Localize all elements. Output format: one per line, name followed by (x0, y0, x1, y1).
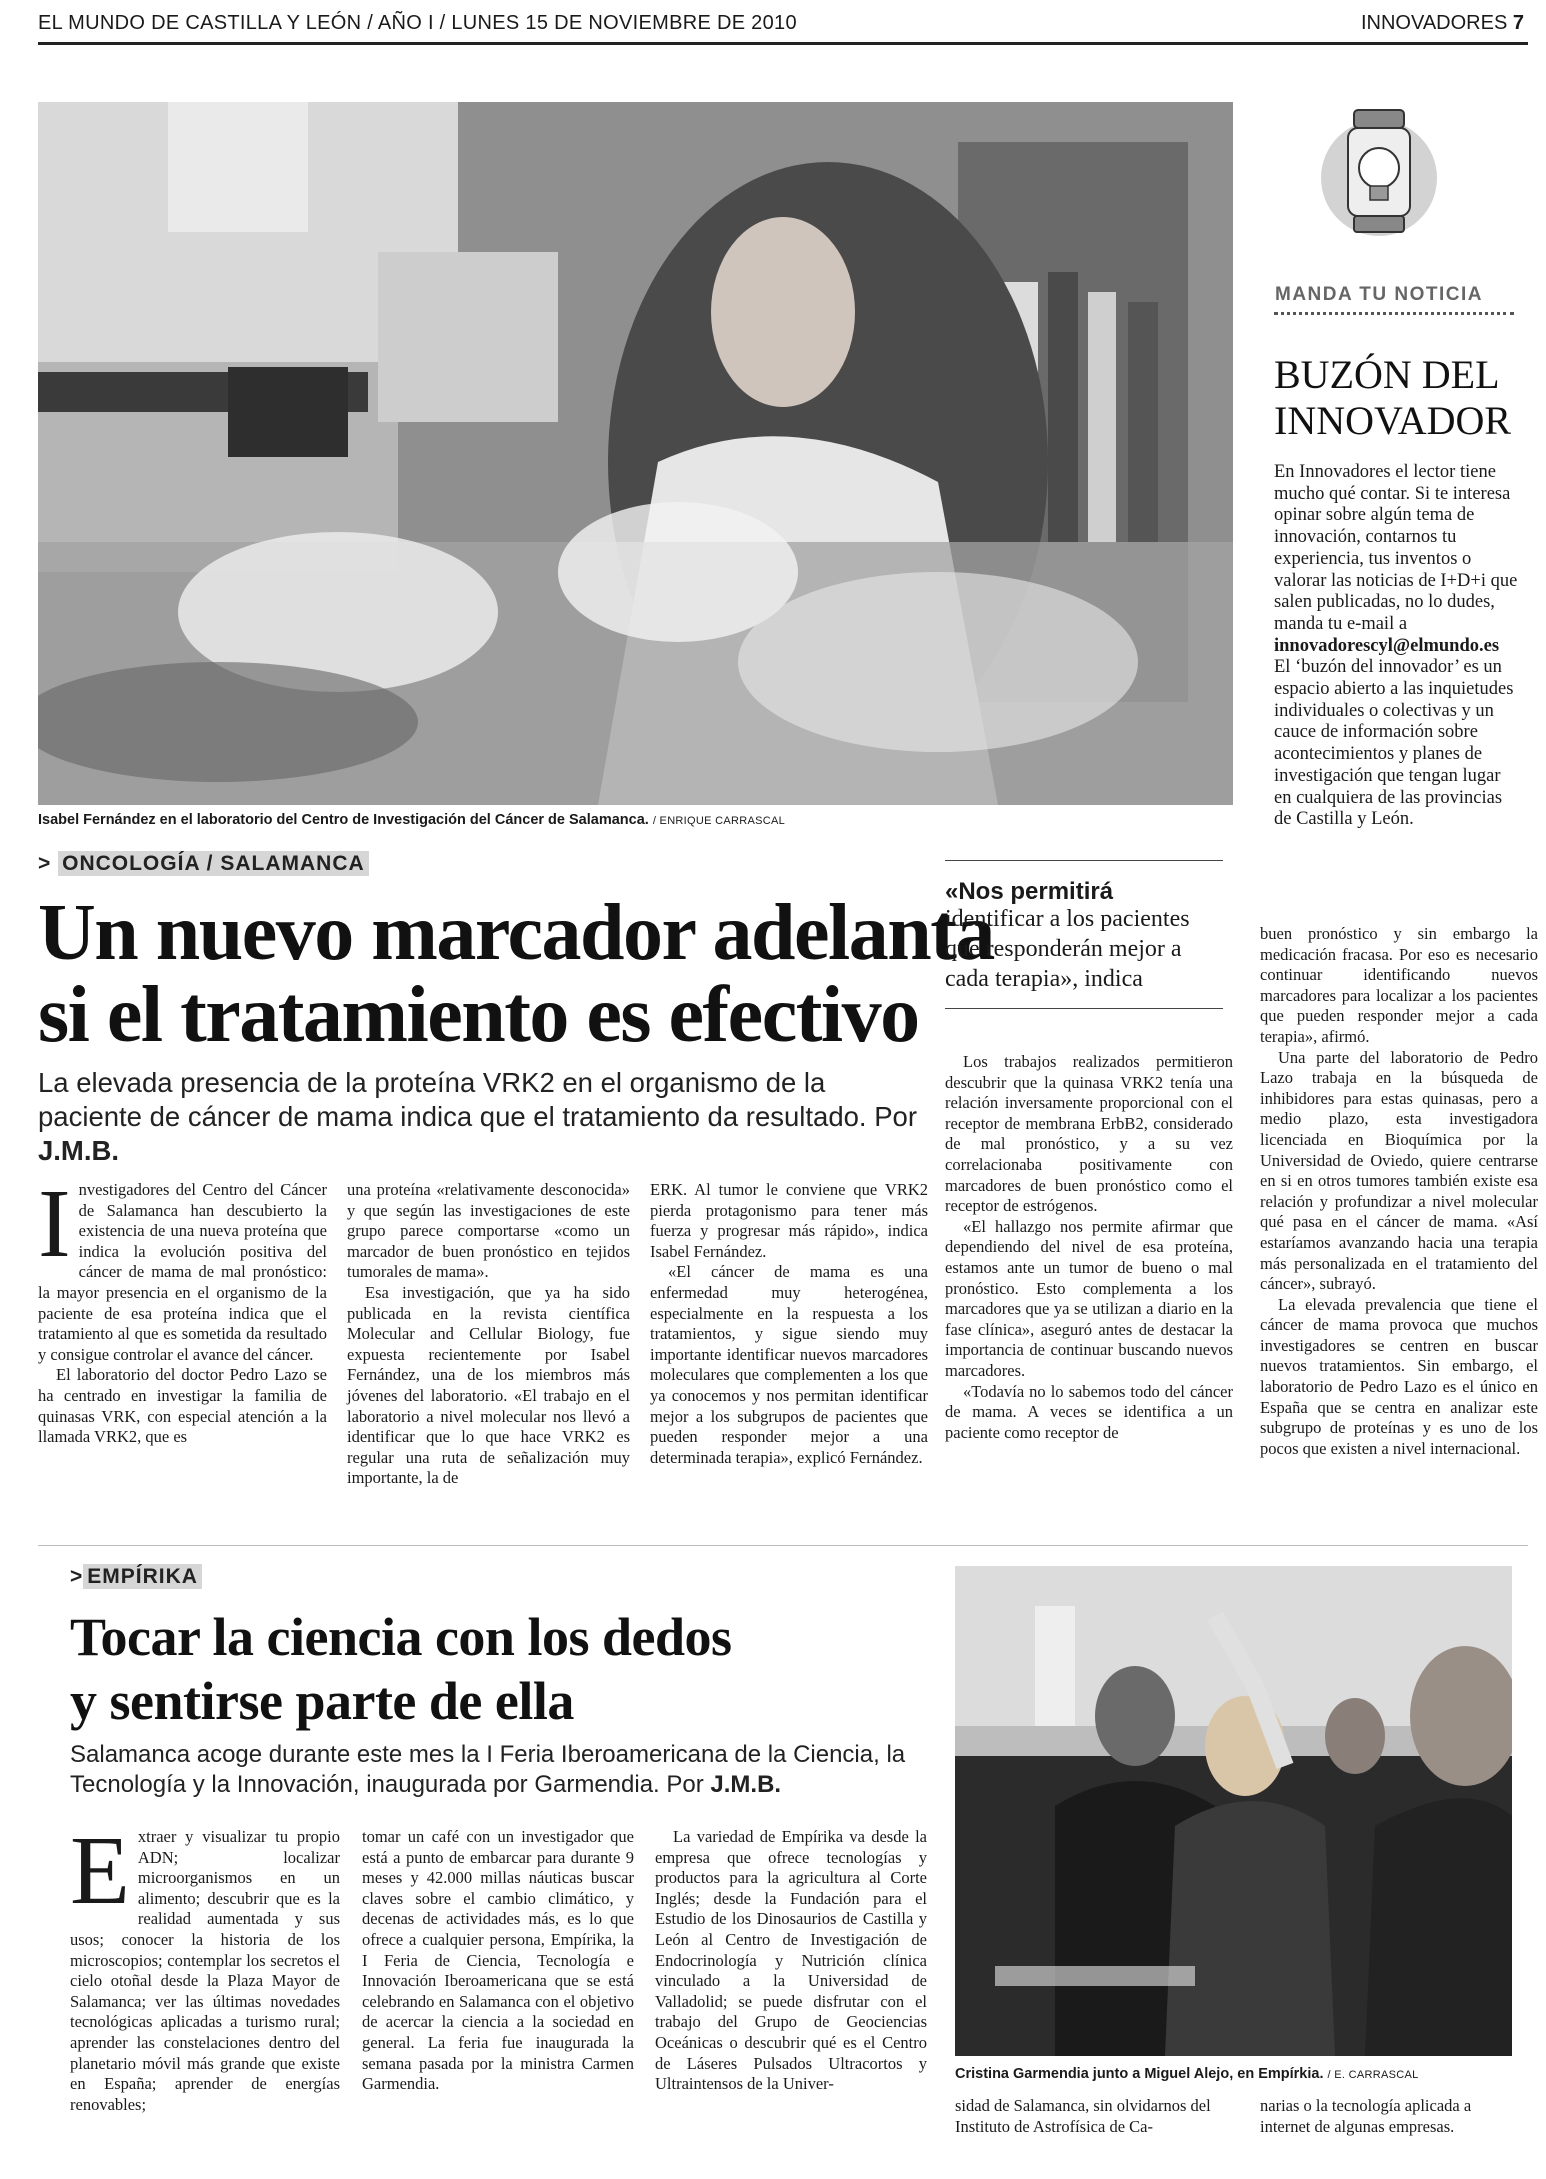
col-text: «Todavía no lo sabemos todo del cáncer de mama. A veces se identifica a un paciente como receptor de (945, 1381, 1233, 1442)
col-text: tomar un café con un investigador que está a punto de embarcar para durante 9 meses y 42.000 millas náuticas buscar claves sobre el cambio climático, y decenas de actividades más, es lo que ofrece a cualquier persona, Empírika, la I Feria de Ciencia, Tecnología e Innovación Iberoamericana que se está celebrando en Salamanca con el objetivo de acercar la ciencia a la sociedad en general. La feria fue inaugurada la semana pasada por la ministra Carmen Garmendia. (362, 1827, 634, 2094)
col-text: «El cáncer de mama es una enfermedad muy heterogénea, especialmente en la respuesta a los tratamientos, y sigue siendo muy importante identificar nuevos marcadores moleculares que complementen a los que ya conocemos y nos permitan identificar mejor a los subgrupos de pacientes que pueden responder mejor a una determinada terapia», explicó Fernández. (650, 1262, 928, 1467)
story2-kicker (70, 1565, 202, 1589)
header-rule (38, 42, 1528, 45)
sidebar-title-line1: BUZÓN DEL (1274, 352, 1500, 397)
sidebar-email-link[interactable]: innovadorescyl@elmundo.es (1274, 635, 1500, 656)
col-text: ERK. Al tumor le conviene que VRK2 pierda protagonismo para tener más fuerza y progresar más rápido», indica Isabel Fernández. (650, 1180, 928, 1261)
pullquote-lead: «Nos permitirá (945, 878, 1114, 905)
col-text: una proteína «relativamente desconocida» y que según las investigaciones de este grupo parece comportarse «como un marcador de buen pronóstico en tejidos tumorales de mama». (347, 1180, 630, 1282)
sidebar-kicker: MANDA TU NOTICIA (1275, 284, 1483, 305)
pullquote-rule-bottom (945, 1008, 1223, 1009)
byline: J.M.B. (710, 1771, 782, 1798)
col-text: sidad de Salamanca, sin olvidarnos del Instituto de Astrofísica de Ca- (955, 2096, 1211, 2136)
story2-deck (70, 1740, 940, 1800)
story1-col4 (945, 1052, 1233, 1443)
kicker-arrow: > (70, 1565, 84, 1588)
sidebar-title (1274, 352, 1511, 444)
headline-line2: y sentirse parte de ella (70, 1671, 574, 1731)
pullquote-text: identificar a los pacientes que responderán mejor a cada terapia», indica (945, 906, 1190, 992)
col-text: nvestigadores del Centro del Cáncer de Salamanca han descubierto la existencia de una nueva proteína que indica la evolución positiva del cáncer de mama de mal pronóstico: la mayor presencia en el organismo de la paciente de esa proteína indica que el tratamiento al que es sometida da resultado y consigue controlar el avance del cáncer. (38, 1180, 327, 1364)
story2-col2 (362, 1827, 634, 2095)
headline-line1: Un nuevo marcador adelanta (38, 889, 994, 977)
page-header-section (1361, 12, 1524, 35)
story1-headline (38, 889, 994, 1059)
story2-col1 (70, 1817, 340, 2115)
dropcap: I (38, 1170, 71, 1278)
story1-col5 (1260, 924, 1538, 1459)
empirika-photo-illustration (955, 1566, 1512, 2056)
col-text: Una parte del laboratorio de Pedro Lazo trabaja en la búsqueda de inhibidores para estas quinasas, pero a medio plazo, esta investigadora licenciada en Bioquímica por la Universidad de Oviedo, quiere centrarse en si en otros tumores también existe esa relación y profundizar a nivel molecular qué pasa en el cáncer de mama. «Así estaríamos avanzando hacia una terapia más personalizada en el tratamiento del cáncer», subrayó. (1260, 1047, 1538, 1294)
kicker-arrow: > (38, 852, 52, 875)
sidebar-text-1: En Innovadores el lector tiene mucho qué contar. Si te interesa opinar sobre algún tema de innovación, contarnos tu experiencia, tus inventos o valorar las noticias de I+D+i que salen publicadas, no lo dudes, manda tu e-mail a (1274, 462, 1518, 634)
pullquote-rule-top (945, 860, 1223, 861)
dropcap: E (70, 1817, 130, 1925)
kicker-tag: EMPÍRIKA (83, 1564, 202, 1589)
photo-credit: / E. CARRASCAL (1327, 2069, 1419, 2081)
page-header-dateline: EL MUNDO DE CASTILLA Y LEÓN / AÑO I / LUNES 15 DE NOVIEMBRE DE 2010 (38, 12, 797, 34)
story1-col1 (38, 1170, 327, 1448)
col-text: La elevada prevalencia que tiene el cáncer de mama provoca que muchos investigadores se centren en buscar nuevos tratamientos. Sin embargo, el laboratorio de Pedro Lazo es el único en España que se centra en analizar este subgrupo de proteínas y es uno de los pocos que existen a nivel internacional. (1260, 1294, 1538, 1458)
byline: J.M.B. (38, 1135, 119, 1166)
col-text: buen pronóstico y sin embargo la medicación fracasa. Por eso es necesario continuar identificando nuevos marcadores para localizar a los pacientes que pueden responder mejor a cada terapia», afirmó. (1260, 924, 1538, 1046)
col-text: Esa investigación, que ya ha sido publicada en la revista científica Molecular and Cellular Biology, fue expuesta recientemente por Isabel Fernández, una de los miembros más jóvenes del laboratorio. «El trabajo en el laboratorio a nivel molecular nos llevó a identificar que lo que hace VRK2 es regular una ruta de señalización muy importante, la de (347, 1282, 630, 1488)
sidebar-body (1274, 462, 1519, 831)
lab-photo-illustration (38, 102, 1233, 805)
sidebar-title-line2: INNOVADOR (1274, 398, 1512, 443)
headline-line2: si el tratamiento es efectivo (38, 971, 919, 1059)
sidebar-text-2: El ‘buzón del innovador’ es un espacio abierto a las inquietudes individuales o colectivas y un cauce de información sobre acontecimientos y planes de investigación que tengan lugar en cualquiera de las provincias de Castilla y León. (1274, 657, 1514, 830)
story2-headline (70, 1605, 732, 1733)
section-divider (38, 1545, 1528, 1546)
story1-deck (38, 1066, 918, 1168)
col-text: «El hallazgo nos permite afirmar que dependiendo del nivel de esa proteína, estamos ante un tumor de bueno o mal pronóstico. Esto complementa a los marcadores que ya se utilizan a diario en la fase clínica», aseguró antes de destacar la importancia de continuar buscando nuevos marcadores. (945, 1216, 1233, 1380)
col-text: El laboratorio del doctor Pedro Lazo se ha centrado en investigar la familia de quinasas VRK, con especial atención a la llamada VRK2, que es (38, 1365, 327, 1447)
story1-col2 (347, 1180, 630, 1489)
photo-credit: / ENRIQUE CARRASCAL (652, 815, 786, 827)
deck-text: La elevada presencia de la proteína VRK2 en el organismo de la paciente de cáncer de mama indica que el tratamiento da resultado. Por (38, 1067, 917, 1132)
deck-text: Salamanca acoge durante este mes la I Feria Iberoamericana de la Ciencia, la Tecnología y la Innovación, inaugurada por Garmendia. Por (70, 1741, 906, 1798)
lab-photo (38, 102, 1233, 805)
lightbulb-icon (1320, 98, 1438, 260)
story1-kicker (38, 852, 369, 876)
empirika-photo (955, 1566, 1512, 2056)
empirika-photo-caption (955, 2066, 1419, 2082)
headline-line1: Tocar la ciencia con los dedos (70, 1607, 732, 1667)
page-number: 7 (1512, 12, 1524, 34)
col-text: La variedad de Empírika va desde la empresa que ofrece tecnologías y productos para la agricultura al Corte Inglés; desde la Fundación para el Estudio de los Dinosaurios de Castilla y León al Centro de Investigación de Endocrinología y Nutrición clínica vinculado a la Universidad de Valladolid; se puede disfrutar con el trabajo del Grupo de Geociencias Oceánicas o descubrir qué es el Centro de Láseres Pulsados Ultracortos y Ultraintensos de la Univer- (655, 1827, 927, 2094)
caption-text: Cristina Garmendia junto a Miguel Alejo, en Empírkia. (955, 2066, 1324, 2082)
col-text: narias o la tecnología aplicada a internet de algunas empresas. (1260, 2096, 1472, 2136)
story2-col4 (955, 2096, 1223, 2137)
kicker-tag: ONCOLOGÍA / SALAMANCA (58, 851, 369, 876)
lab-photo-caption (38, 812, 785, 828)
sidebar-dotted-rule (1274, 312, 1514, 319)
story2-col5 (1260, 2096, 1510, 2137)
section-name: INNOVADORES (1360, 12, 1508, 34)
story2-col3 (655, 1827, 927, 2095)
caption-text: Isabel Fernández en el laboratorio del Centro de Investigación del Cáncer de Salamanca. (38, 812, 649, 828)
col-text: xtraer y visualizar tu propio ADN; localizar microorganismos en un alimento; descubrir que es la realidad aumentada y sus usos; conocer la historia de los microscopios; contemplar los secretos el cielo otoñal desde la Plaza Mayor de Salamanca; ver las últimas novedades tecnológicas aplicadas a turismo rural; aprender las constelaciones dentro del planetario móvil más grande que existe en España; aprender de energías renovables; (70, 1827, 340, 2114)
col-text: Los trabajos realizados permitieron descubrir que la quinasa VRK2 tenía una relación inversamente proporcional con el receptor de membrana ErbB2, considerado de mal pronóstico, y a su vez correlacionaba positivamente con marcadores de buen pronóstico como el receptor de estrógenos. (945, 1052, 1233, 1216)
story1-col3 (650, 1180, 928, 1468)
